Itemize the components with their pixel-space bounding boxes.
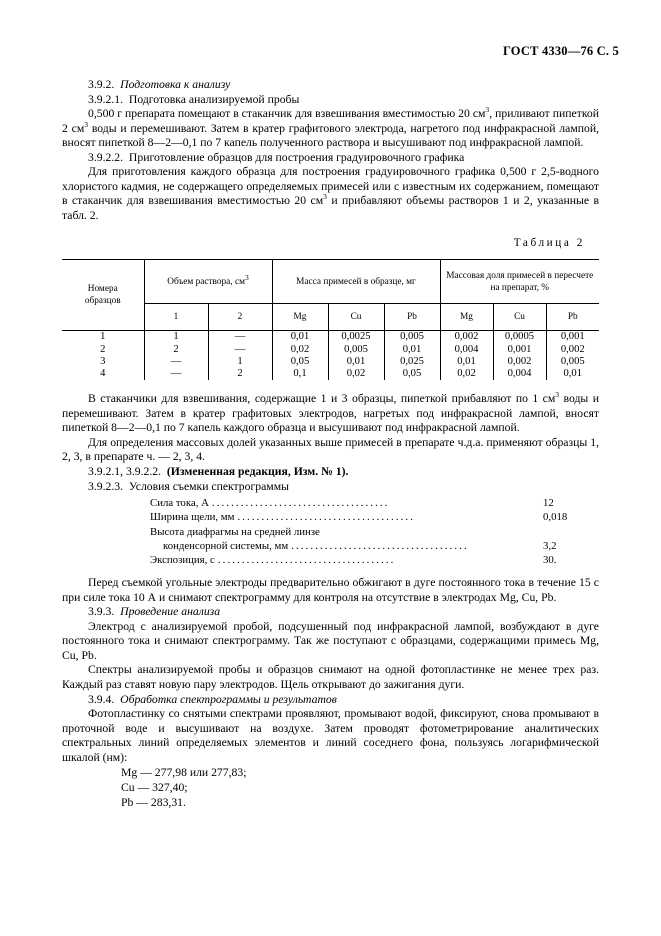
table-caption: Таблица 2 xyxy=(513,237,585,250)
clause-3-9-4 xyxy=(62,693,599,708)
condition-value: 0,018 xyxy=(543,511,568,524)
header-group-impurity-mass: Масса примесей в образце, мг xyxy=(272,260,440,304)
list-item: Pb — 283,31. xyxy=(121,795,186,809)
cell-sample: 2 xyxy=(100,343,106,355)
clause-3-9-3 xyxy=(62,605,599,620)
page-running-header: ГОСТ 4330—76 С. 5 xyxy=(502,44,619,58)
spacer xyxy=(62,380,599,392)
spectrogram-conditions-list xyxy=(150,496,599,567)
clause-3-9-3-title: Проведение анализа xyxy=(120,605,221,619)
condition-value: 3,2 xyxy=(543,539,557,552)
header-group-solution-volume: Объем раствора, $см^3$ xyxy=(144,260,272,304)
condition-value: 30. xyxy=(543,553,557,566)
condition-label: Экспозиция, с xyxy=(150,553,215,566)
list-item xyxy=(150,553,599,567)
subheader-mass-cu: Cu xyxy=(328,304,384,331)
cell-sample: 3 xyxy=(100,355,106,367)
cell-mass-mg: 0,02 xyxy=(272,344,328,356)
cell-volume-2: — xyxy=(208,344,272,356)
superscript-cubic: 3 xyxy=(485,105,490,115)
table-row xyxy=(62,368,599,380)
cell-fraction-cu: 0,0005 xyxy=(493,331,546,344)
condition-value: 12 xyxy=(543,497,554,510)
dot-leader: ..................................... xyxy=(211,497,390,510)
table-head xyxy=(62,260,599,331)
cell-fraction-cu: 0,001 xyxy=(493,344,546,356)
subheader-mass-mg: Mg xyxy=(272,304,328,331)
cell-volume-1: — xyxy=(144,368,208,380)
cell-volume-2: — xyxy=(208,331,272,344)
clause-3-9-4-number: 3.9.4. xyxy=(88,692,115,706)
condition-label: конденсорной системы, мм xyxy=(163,539,289,552)
cell-fraction-mg: 0,004 xyxy=(440,344,493,356)
clause-3-9-2-2-number: 3.9.2.2. xyxy=(88,150,124,164)
cell-fraction-pb: 0,002 xyxy=(546,344,599,356)
subheader-fraction-cu: Cu xyxy=(493,304,546,331)
dot-leader: ..................................... xyxy=(217,553,396,566)
superscript-cubic: 3 xyxy=(244,272,249,282)
paragraph-spectra-count: Спектры анализируемой пробы и образцов снимают на одной фотопластинке не менее трех раз. Каждый раз ставят новую пару электродов. Щель открывают до зажигания дуги. xyxy=(62,663,599,691)
paragraph-sample-preparation xyxy=(62,107,599,151)
table-header-row-groups xyxy=(62,260,599,304)
clause-amendment xyxy=(62,465,599,480)
dot-leader: ..................................... xyxy=(237,511,416,524)
cell-mass-pb: 0,025 xyxy=(384,356,440,368)
clause-3-9-4-title: Обработка спектрограммы и результатов xyxy=(120,692,337,706)
subheader-fraction-pb: Pb xyxy=(546,304,599,331)
table-2 xyxy=(62,259,599,380)
text-run: Для приготовления каждого образца для построения градуировочного графика 0,500 г 2,5-водного хлористого кадмия, не содержащего определяемых примесей или с известным их содержанием, помещают в стаканчик для взвешивания вместимостью 20 см xyxy=(62,165,599,208)
cell-fraction-cu: 0,002 xyxy=(493,356,546,368)
dot-leader: ..................................... xyxy=(291,539,469,552)
cell-mass-pb: 0,005 xyxy=(384,331,440,344)
cell-mass-mg: 0,01 xyxy=(272,331,328,344)
clause-3-9-2-1-title: Подготовка анализируемой пробы xyxy=(128,92,300,106)
superscript-cubic: 3 xyxy=(555,390,560,400)
cell-volume-1: — xyxy=(144,356,208,368)
clause-3-9-2-3-title: Условия съемки спектрограммы xyxy=(128,479,289,493)
table-row xyxy=(62,344,599,356)
clause-3-9-2 xyxy=(62,78,599,93)
condition-label: Сила тока, А xyxy=(150,497,209,510)
cell-sample: 4 xyxy=(100,368,106,380)
cell-mass-cu: 0,005 xyxy=(328,344,384,356)
cell-volume-2: 1 xyxy=(208,356,272,368)
wavelength-list xyxy=(121,766,599,810)
text-run: воды и перемешивают. Затем в кратер графитовых электродов, нагретых под инфракрасной лампой, вносят пипеткой 8—2—0,1 по 7 капель каждого образца и высушивают под инфракрасной лампой. xyxy=(62,392,599,435)
text-run: воды и перемешивают. Затем в кратер графитового электрода, нагретого под инфракрасной лампой, вносят пипеткой 8—2—0,1 по 7 капель полученного раствора и высушивают под инфракрасной лампой. xyxy=(62,121,599,150)
subheader-volume-2: 2 xyxy=(208,304,272,331)
cell-fraction-cu: 0,004 xyxy=(493,368,546,380)
cell-fraction-mg: 0,01 xyxy=(440,356,493,368)
clause-3-9-2-2 xyxy=(62,151,599,166)
clause-3-9-2-1 xyxy=(62,93,599,108)
cell-fraction-pb: 0,001 xyxy=(546,331,599,344)
clause-3-9-2-title: Подготовка к анализу xyxy=(120,78,231,91)
cell-volume-2: 2 xyxy=(208,368,272,380)
header-group-mass-fraction: Массовая доля примесей в пересчете на препарат, % xyxy=(440,260,599,304)
clause-3-9-2-2-title: Приготовление образцов для построения градуировочного графика xyxy=(128,150,465,164)
cell-volume-1: 1 xyxy=(144,331,208,344)
cell-mass-mg: 0,1 xyxy=(272,368,328,380)
cell-mass-mg: 0,05 xyxy=(272,356,328,368)
text-run: 0,500 г препарата помещают в стаканчик для взвешивания вместимостью 20 см xyxy=(88,107,486,121)
superscript-cubic: 3 xyxy=(84,119,89,129)
subheader-fraction-mg: Mg xyxy=(440,304,493,331)
clause-3-9-2-3-number: 3.9.2.3. xyxy=(88,479,124,493)
clause-3-9-2-3 xyxy=(62,480,599,495)
list-item xyxy=(150,539,599,553)
header-sample-numbers: Номера образцов xyxy=(62,260,144,331)
table-body xyxy=(62,331,599,380)
cell-fraction-pb: 0,01 xyxy=(546,368,599,380)
table-row xyxy=(62,356,599,368)
paragraph-plate-processing: Фотопластинку со снятыми спектрами проявляют, промывают водой, фиксируют, снова промывают в проточной воде и высушивают на воздухе. Затем проводят фотометрирование аналитических спектральных линий определяемых элементов и линий соседнего фона, пользуясь логарифмической шкалой (нм): xyxy=(62,707,599,764)
paragraph-calibration-samples xyxy=(62,165,599,223)
cell-sample: 1 xyxy=(100,331,106,343)
cell-fraction-mg: 0,02 xyxy=(440,368,493,380)
text-run: и прибавляют объемы растворов 1 и 2, указанные в табл. 2. xyxy=(62,194,599,222)
list-item: Mg — 277,98 или 277,83; xyxy=(121,766,247,780)
cell-mass-cu: 0,02 xyxy=(328,368,384,380)
subheader-volume-1: 1 xyxy=(144,304,208,331)
condition-label: Высота диафрагмы на средней линзе xyxy=(150,525,320,538)
cell-volume-1: 2 xyxy=(144,344,208,356)
cell-fraction-mg: 0,002 xyxy=(440,331,493,344)
amendment-note: (Измененная редакция, Изм. № 1). xyxy=(166,465,349,479)
superscript-cubic: 3 xyxy=(323,192,327,202)
paragraph-after-table-1 xyxy=(62,392,599,436)
list-item xyxy=(150,496,599,510)
cell-mass-cu: 0,0025 xyxy=(328,331,384,344)
clause-3-9-2-number: 3.9.2. xyxy=(88,78,115,91)
cell-mass-pb: 0,05 xyxy=(384,368,440,380)
text-run: В стаканчики для взвешивания, содержащие 1 и 3 образцы, пипеткой прибавляют по 1 см xyxy=(88,392,556,406)
cell-mass-pb: 0,01 xyxy=(384,344,440,356)
text-run: , приливают пипеткой 2 см xyxy=(62,107,599,135)
spacer xyxy=(62,567,599,576)
table-row xyxy=(62,331,599,344)
cell-mass-cu: 0,01 xyxy=(328,356,384,368)
subheader-mass-pb: Pb xyxy=(384,304,440,331)
amendment-clause-numbers: 3.9.2.1, 3.9.2.2. xyxy=(88,465,162,479)
clause-3-9-2-1-number: 3.9.2.1. xyxy=(88,92,124,106)
cell-fraction-pb: 0,005 xyxy=(546,356,599,368)
paragraph-analysis-procedure: Электрод с анализируемой пробой, подсушенный под инфракрасной лампой, возбуждают в дуге постоянного тока и снимают спектрограмму. Так же поступают с образцами, содержащими примесь Mg, Cu, Pb. xyxy=(62,619,599,662)
paragraph-electrode-burn: Перед съемкой угольные электроды предварительно обжигают в дуге постоянного тока в течение 15 с при силе тока 10 А и снимают спектрограмму для контроля на отсутствие в электродах Mg, Cu, Pb. xyxy=(62,576,599,604)
paragraph-after-table-2: Для определения массовых долей указанных выше примесей в препарате ч.д.а. применяют образцы 1, 2, 3, в препарате ч. — 2, 3, 4. xyxy=(62,435,599,464)
clause-3-9-3-number: 3.9.3. xyxy=(88,605,115,619)
condition-label: Ширина щели, мм xyxy=(150,511,235,524)
page-content xyxy=(62,0,599,810)
list-item: Cu — 327,40; xyxy=(121,780,188,794)
list-item xyxy=(150,525,599,539)
list-item xyxy=(150,510,599,524)
